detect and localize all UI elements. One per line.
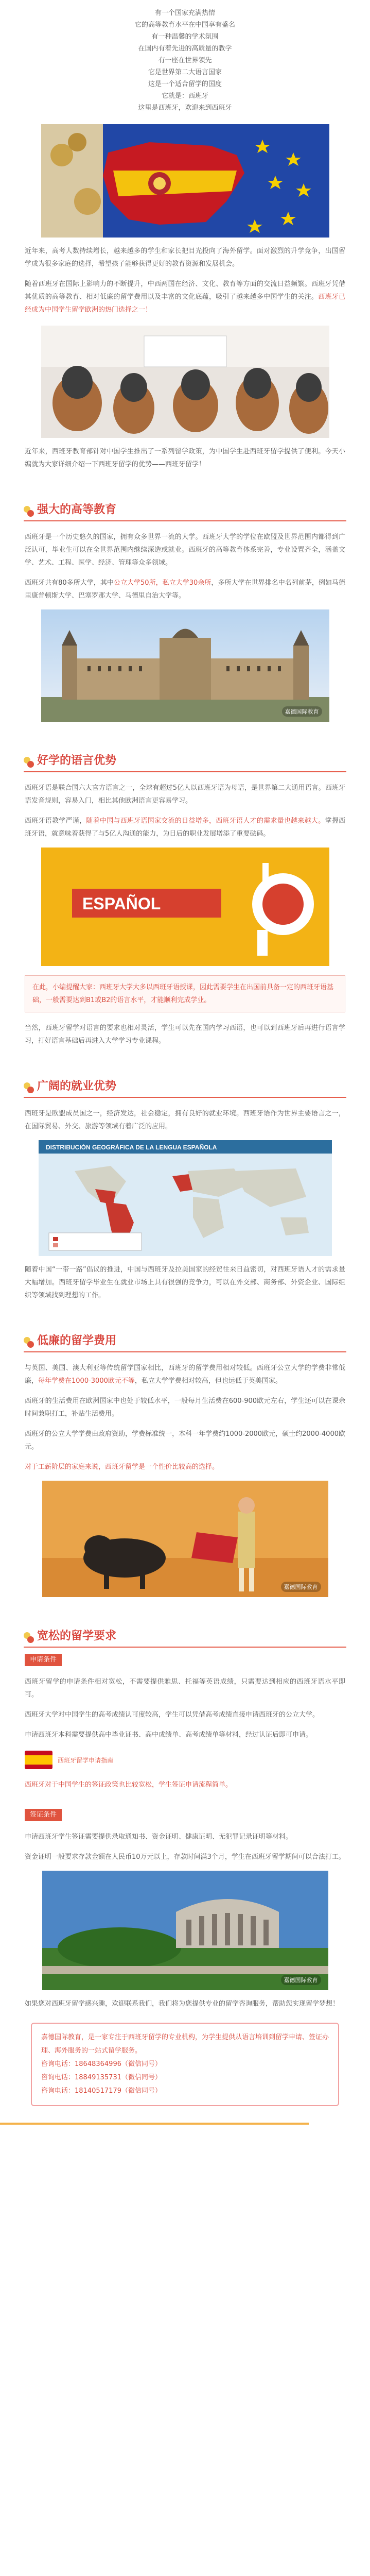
section-heading-employment: [0, 1061, 370, 1094]
section-heading-cost: [0, 1315, 370, 1348]
prelude-paragraph: 近年来，西班牙教育部针对中国学生推出了一系列留学政策，为中国学生赴西班牙留学提供了便利。今天小编就为大家详细介绍一下西班牙留学的优势——西班牙留学！: [25, 448, 345, 468]
poem-line: 它就是：西班牙: [161, 92, 208, 100]
poem-line: 在国内有着先进的高质量的教学: [138, 45, 232, 53]
classroom-illustration: [41, 326, 329, 438]
closing-paragraph: 如果您对西班牙留学感兴趣，欢迎联系我们，我们将为您提供专业的留学咨询服务，帮助您实现留学梦想！: [25, 2000, 340, 2008]
education-paragraph-2: [0, 577, 370, 602]
requirements-paragraph-2: 西班牙大学对中国学生的高考成绩认可度较高，学生可以凭借高考成绩直接申请西班牙的公立大学。: [25, 1711, 320, 1719]
flag-note: [25, 1749, 345, 1771]
spain-map-illustration: [41, 124, 329, 238]
watermark: 嘉德国际教育: [282, 706, 322, 717]
language-paragraph-3: 当然，西班牙留学对语言的要求也相对灵活，学生可以先在国内学习西语，也可以到西班牙后再进行语言学习，打好语言基础后再进入大学学习专业课程。: [25, 1024, 345, 1045]
espanol-banner-image: [41, 848, 329, 966]
intro-paragraph-1: 近年来，高考人数持续增长，越来越多的学生和家长把目光投向了海外留学。面对激烈的升学竞争，出国留学成为很多家庭的选择，希望孩子能够获得更好的教育资源和发展机会。: [25, 247, 345, 268]
contact-intro: 嘉德国际教育，是一家专注于西班牙留学的专业机构，为学生提供从语言培训到留学申请、签证办理、海外服务的一站式留学服务。: [41, 2033, 329, 2055]
language-text: 西班牙语教学严谨，: [25, 817, 86, 825]
section-heading-language: [0, 735, 370, 768]
map-title: DISTRIBUCIÓN GEOGRÁFICA DE LA LENGUA ESPAÑOLA: [45, 1144, 217, 1151]
visa-paragraph-1: 申请西班牙学生签证需要提供录取通知书、资金证明、健康证明、无犯罪记录证明等材料。: [25, 1833, 293, 1841]
poem-line: 有一个国家充满热情: [154, 9, 215, 17]
cost-paragraph-4: 对于工薪阶层的家庭来说，西班牙留学是一个性价比较高的选择。: [25, 1463, 219, 1471]
spanish-distribution-map: [39, 1140, 332, 1256]
campus-illustration: [42, 1871, 328, 1990]
employment-paragraph-2: 随着中国“一带一路”倡议的推进，中国与西班牙及拉美国家的经贸往来日益密切，对西班牙语人才的需求量大幅增加。西班牙留学毕业生在就业市场上具有很强的竞争力，可以在外交部、商务部、外资企业、国际组织等领域找到理想的工作。: [25, 1266, 345, 1299]
section-title: 宽松的留学要求: [37, 1630, 117, 1642]
world-map-illustration: [39, 1140, 332, 1256]
bubble-icon: [24, 1337, 34, 1348]
section-title: 低廉的留学费用: [37, 1334, 117, 1347]
cost-text: 与英国、美国、澳大利亚等传统留学国家相比，西班牙的留学费用相对较低。西班牙公立大学的学费非常低廉，: [25, 1364, 345, 1385]
watermark: 嘉德国际教育: [281, 1582, 321, 1592]
language-note-box: 在此，小编提醒大家：西班牙大学大多以西班牙语授课，因此需要学生在出国前具备一定的西班牙语基础，一般需要达到B1或B2的语言水平，才能顺利完成学业。: [25, 975, 345, 1012]
education-highlight: 公立大学50所，私立大学30余所: [113, 579, 212, 587]
intro-text: 随着西班牙在国际上影响力的不断提升，中西两国在经济、文化、教育等方面的交流日益频繁。西班牙凭借其优质的高等教育、相对低廉的留学费用以及丰富的文化底蕴，吸引了越来越多中国学生的关注。: [25, 280, 345, 301]
section-divider: [24, 520, 346, 521]
language-paragraph-2: [0, 815, 370, 840]
requirements-highlight: 西班牙对于中国学生的签证政策也比较宽松，学生签证申请流程简单。: [25, 1781, 233, 1789]
bullfight-photo: [42, 1481, 328, 1597]
palace-illustration: [41, 609, 329, 722]
cost-paragraph-1: [0, 1362, 370, 1387]
bubble-icon: [24, 757, 34, 768]
bubble-icon: [24, 1082, 34, 1094]
education-text-end: ，多所大学在世界排名中名列前茅，例如马德里康普顿斯大学、巴塞罗那大学、马德里自治大学等。: [25, 579, 345, 600]
section-divider: [24, 771, 346, 772]
visa-paragraph-2: 资金证明一般要求存款金额在人民币10万元以上，存款时间满3个月，学生在西班牙留学期间可以合法打工。: [25, 1853, 345, 1861]
bubble-icon: [24, 506, 34, 517]
section-title: 广阔的就业优势: [37, 1080, 117, 1093]
espanol-word: ESPAÑOL: [82, 894, 161, 913]
application-conditions-tag: 申请条件: [25, 1654, 62, 1666]
intro-poem: [0, 0, 370, 114]
requirements-paragraph-3: 申请西班牙本科需要提供高中毕业证书、高中成绩单、高考成绩单等材料，经过认证后即可申请。: [25, 1731, 313, 1739]
employment-paragraph-1: 西班牙是欧盟成员国之一，经济发达，社会稳定，拥有良好的就业环境。西班牙语作为世界主要语言之一，在国际贸易、外交、旅游等领域有着广泛的应用。: [25, 1110, 345, 1130]
language-text-end: 掌握西班牙语，就意味着获得了与5亿人沟通的能力，为日后的职业发展增添了重要砝码。: [25, 817, 345, 838]
phone-3[interactable]: 咨询电话：18140517179（微信同号）: [41, 2087, 162, 2095]
watermark: 嘉德国际教育: [281, 1975, 321, 1985]
section-title: 强大的高等教育: [37, 503, 117, 516]
contact-box: [31, 2023, 339, 2106]
bubble-icon: [24, 1632, 34, 1643]
section-heading-requirements: [0, 1611, 370, 1643]
visa-conditions-tag: 签证条件: [25, 1809, 62, 1821]
poem-line: 它是世界第二大语言国家: [148, 69, 222, 76]
language-highlight: 随着中国与西班牙语国家交流的日益增多，西班牙语人才的需求量也越来越大。: [86, 817, 325, 825]
intro-paragraph-2: [0, 278, 370, 316]
section-divider: [24, 1097, 346, 1098]
language-paragraph-1: 西班牙语是联合国六大官方语言之一，全球有超过5亿人以西班牙语为母语，是世界第二大通用语言。西班牙语发音规则，容易入门，相比其他欧洲语言更容易学习。: [25, 784, 345, 805]
cost-paragraph-2: 西班牙的生活费用在欧洲国家中也处于较低水平，一般每月生活费在600-900欧元左右，学生还可以在课余时间兼职打工，补贴生活费用。: [25, 1397, 345, 1418]
section-title: 好学的语言优势: [37, 754, 117, 767]
footer-divider: [0, 2119, 309, 2129]
education-text: 西班牙共有80多所大学，其中: [25, 579, 114, 587]
poem-line: 它的高等教育水平在中国享有盛名: [134, 21, 235, 29]
classroom-photo: [41, 326, 329, 438]
cost-highlight: 每年学费在1000-3000欧元不等: [38, 1377, 135, 1385]
requirements-paragraph-1: 西班牙留学的申请条件相对宽松，不需要提供雅思、托福等英语成绩，只需要达到相应的西班牙语水平即可。: [25, 1678, 345, 1699]
bullfight-illustration: [42, 1481, 328, 1597]
intro-highlight: 西班牙已经成为中国学生留学欧洲的热门选择之一！: [25, 293, 345, 314]
cost-text-end: ，私立大学学费相对较高，但也远低于英美国家。: [134, 1377, 282, 1385]
education-paragraph-1: 西班牙是一个历史悠久的国家，拥有众多世界一流的大学。西班牙大学的学位在欧盟及世界范围内都得到广泛认可，毕业生可以在全世界范围内继续深造或就业。西班牙的高等教育体系完善，专业设置齐全，涵盖文学、艺术、工程、医学、经济、管理等众多领域。: [25, 533, 345, 567]
spain-map-image: [41, 124, 329, 238]
spain-flag-icon: [25, 1751, 52, 1769]
section-divider: [24, 1647, 346, 1648]
el-escorial-photo: [41, 609, 329, 722]
section-heading-education: [0, 484, 370, 517]
poem-line: 这是一个适合留学的国度: [148, 80, 222, 88]
flag-note-text: 西班牙留学申请指南: [58, 1756, 114, 1764]
phone-1[interactable]: 咨询电话：18648364996（微信同号）: [41, 2060, 162, 2068]
section-divider: [24, 1351, 346, 1352]
phone-2[interactable]: 咨询电话：18849135731（微信同号）: [41, 2074, 162, 2081]
poem-line: 有一座在世界领先: [158, 57, 212, 64]
poem-line: 有一种温馨的学术氛围: [151, 33, 219, 41]
campus-photo: [42, 1871, 328, 1990]
cost-paragraph-3: 西班牙的公立大学学费由政府资助，学费标准统一，本科一年学费约1000-2000欧元，硕士约2000-4000欧元。: [25, 1430, 345, 1451]
espanol-illustration: [41, 848, 329, 966]
poem-line: 这里是西班牙，欢迎来到西班牙: [138, 104, 232, 112]
